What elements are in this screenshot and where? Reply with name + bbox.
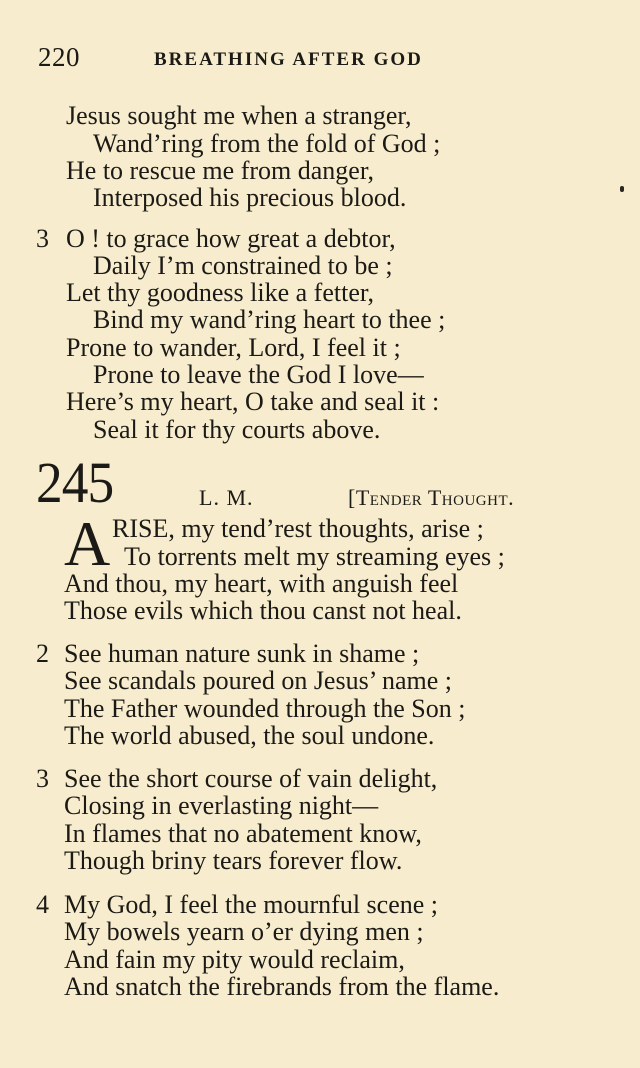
verse-line: Interposed his precious blood. [93,183,407,212]
verse-line: Daily I’m constrained to be ; [93,251,393,280]
verse-line: The world abused, the soul undone. [64,721,435,750]
verse-line: See scandals poured on Jesus’ name ; [64,666,452,695]
stanza-number: 3 [36,764,49,793]
verse-line: O ! to grace how great a debtor, [66,224,396,253]
scan-speck [620,186,624,192]
page-header [38,42,598,76]
verse-line: Closing in everlasting night— [64,791,379,820]
stanza-number: 2 [36,639,49,668]
verse-line: Wand’ring from the fold of God ; [93,129,441,158]
verse-line: He to rescue me from danger, [66,156,374,185]
page-number: 220 [38,42,80,72]
verse-line: To torrents melt my streaming eyes ; [124,542,505,571]
verse-line: Prone to wander, Lord, I feel it ; [66,333,401,362]
verse-line: Those evils which thou canst not heal. [64,596,462,625]
verse-line: See the short course of vain delight, [64,764,438,793]
verse-line: Jesus sought me when a stranger, [66,101,412,130]
verse-line: The Father wounded through the Son ; [64,694,466,723]
stanza-number: 3 [36,224,49,253]
verse-line: RISE, my tend’rest thoughts, arise ; [112,514,484,543]
stanza-number: 4 [36,890,49,919]
hymn-tune-name: [Tender Thought. [348,485,515,510]
verse-line: Though briny tears forever flow. [64,846,403,875]
hymn-number: 245 [36,450,114,515]
verse-line: Bind my wand’ring heart to thee ; [93,305,446,334]
verse-line: My bowels yearn o’er dying men ; [64,917,424,946]
drop-cap: A [64,508,111,579]
running-head: BREATHING AFTER GOD [154,49,423,70]
verse-line: And thou, my heart, with anguish feel [64,569,459,598]
verse-line: In flames that no abatement know, [64,819,422,848]
verse-line: Here’s my heart, O take and seal it : [66,387,440,416]
verse-line: And fain my pity would reclaim, [64,945,405,974]
verse-line: Let thy goodness like a fetter, [66,278,374,307]
verse-line: And snatch the firebrands from the flame. [64,972,500,1001]
verse-line: See human nature sunk in shame ; [64,639,420,668]
hymn-meter: L. M. [199,485,254,510]
verse-line: My God, I feel the mournful scene ; [64,890,439,919]
verse-line: Seal it for thy courts above. [93,415,381,444]
verse-line: Prone to leave the God I love— [93,360,424,389]
